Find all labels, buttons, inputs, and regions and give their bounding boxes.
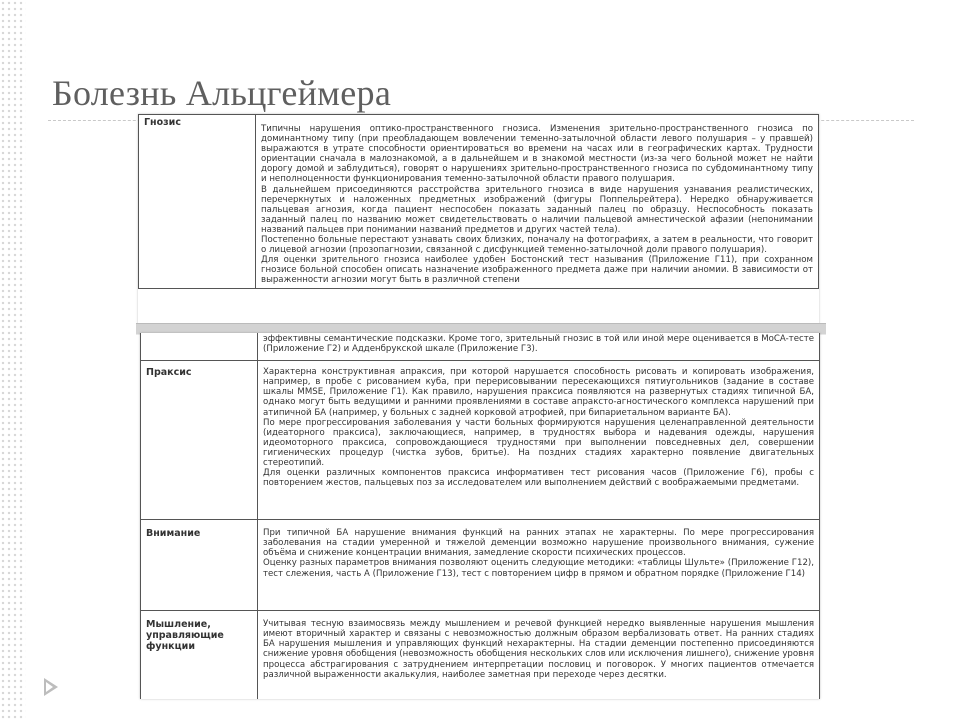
paragraph: По мере прогрессирования заболевания у части больных формируются нарушения целенаправленной деятельности (идеаторного праксиса), заключающиеся, например, в трудностях выбора и надевания одежды, нарушения идеомоторного праксиса, сопровождающиеся трудностями при выполнении повседневных дел, совершении гигиенических процедур (чистка зубов, бритье). На поздних стадиях характерно появление двигательных стереотипий. — [263, 417, 814, 469]
paragraph: Типичны нарушения оптико-пространственного гнозиса. Изменения зрительно-пространственного гнозиса по доминантному типу (при преобладающем вовлечении теменно-затылочной области левого полушария – у правшей) выражаются в утрате способности ориентироваться во времени на часах или в географических картах. Трудности ориентации сначала в малознакомой, а в дальнейшем и в знакомой местности (из-за чего больной может не найти дорогу домой и заблудиться), говорят о нарушениях зрительно-пространственного гнозиса по субдоминантному типу и неполноценности функционирования теменно-затылочной области правого полушария. — [261, 124, 813, 185]
paragraph: Учитывая тесную взаимосвязь между мышлением и речевой функцией нередко выявленные нарушения мышления имеют вторичный характер и связаны с невозможностью должным образом вербализовать ответ. На ранних стадиях БА нарушения мышления и управляющих функций нехарактерны. На стадии деменции постепенно присоединяются снижение уровня обобщения (невозможность обобщения нескольких слов или исключения лишнего), снижение уровня процесса абстрагирования с затруднением интерпретации пословиц и поговорок. У многих пациентов отмечается различной выраженности акалькулия, наиболее заметная при переходе через десятки. — [263, 619, 814, 680]
paragraph: Для оценки различных компонентов праксиса информативен тест рисования часов (Приложение Г6), пробы с повторением жестов, пальцевых поз за исследователем или выполнением действий с воображаемыми предметами. — [263, 468, 814, 489]
row-label-thinking: Мышление, управляющие функции — [141, 611, 258, 699]
scanned-table-fragment-top — [138, 114, 819, 326]
row-label-attention: Внимание — [141, 520, 258, 611]
row-label-praxis: Праксис — [141, 361, 258, 520]
slide-title: Болезнь Альцгеймера — [52, 73, 392, 113]
play-arrow-icon[interactable] — [44, 678, 58, 696]
paragraph: Для оценки зрительного гнозиса наиболее удобен Бостонский тест называния (Приложение Г11), при сохранном гнозисе больной способен описать назначение изображенного предмета даже при наличии аномии. В зависимости от выраженности агнозии могут быть в различной степени — [261, 255, 813, 286]
paragraph: Постепенно больные перестают узнавать своих близких, поначалу на фотографиях, а затем в реальности, что говорит о лицевой агнозии (прозопагнозии, связанной с дисфункцией теменно-затылочной доли правого полушария). — [261, 235, 813, 256]
row-text-gnosis-continuation — [258, 333, 820, 361]
row-text-praxis — [258, 361, 820, 520]
row-label-gnosis: Гнозис — [139, 115, 256, 289]
paragraph: Характерна конструктивная апраксия, при которой нарушается способность рисовать и копировать изображения, например, в пробе с рисованием куба, при перерисовывании пересекающихся пятиугольников (задание в составе шкалы MMSE, Приложение Г1). Как правило, нарушения праксиса появляются на развернутых стадиях типичной БА, однако могут быть ведущими и ранними проявлениями в составе апраксто-агностического комплекса нарушений при атипичной БА (например, у больных с задней корковой атрофией, при бипариетальном варианте БА). — [263, 367, 814, 418]
paragraph: В дальнейшем присоединяются расстройства зрительного гнозиса в виде нарушения узнавания реалистических, перечеркнутых и наложенных предметных изображений (фигуры Поппельрейтера). Нередко обнаруживается пальцевая агнозия, когда пациент неспособен показать заданный палец по образцу. Неспособность показать заданный палец по названию может свидетельствовать о наличии пальцевой амнестической афазии (непонимании названий пальцев при понимании названий предметов и других частей тела). — [261, 184, 813, 235]
paragraph: Оценку разных параметров внимания позволяют оценить следующие методики: «таблицы Шульте» (Приложение Г12), тест слежения, часть А (Приложение Г13), тест с повторением цифр в прямом и обратном порядке (Приложение Г14) — [263, 558, 814, 579]
symptoms-table-bottom — [140, 333, 820, 699]
table-row-gnosis-continuation — [141, 333, 820, 361]
paragraph: эффективны семантические подсказки. Кроме того, зрительный гнозис в той или иной мере оценивается в MoCA-тесте (Приложение Г2) и Адденбрукской шкале (Приложение Г3). — [263, 334, 814, 355]
table-row-gnosis — [139, 115, 819, 289]
table-row-attention — [141, 520, 820, 611]
scanned-table-fragment-bottom — [140, 333, 820, 699]
table-row-praxis — [141, 361, 820, 520]
decorative-dot-pattern — [0, 0, 26, 720]
table-row-thinking — [141, 611, 820, 699]
symptoms-table-top — [138, 114, 819, 289]
paragraph: При типичной БА нарушение внимания функций на ранних этапах не характерны. По мере прогрессирования заболевания на стадии умеренной и тяжелой деменции возможно нарушение произвольного внимания, сужение объёма и снижение концентрации внимания, замедление скорости психических процессов. — [263, 528, 814, 559]
row-text-gnosis — [256, 115, 819, 289]
row-text-attention — [258, 520, 820, 611]
row-text-thinking — [258, 611, 820, 699]
row-label-empty — [141, 333, 258, 361]
